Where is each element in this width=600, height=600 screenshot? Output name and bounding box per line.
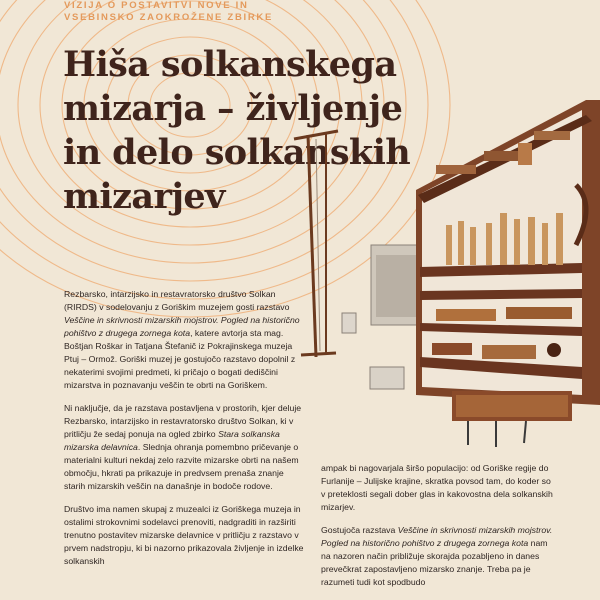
paragraph [321,524,557,589]
kicker-line-1: VIZIJA O POSTAVITVI NOVE IN [64,0,249,11]
wall-rack-image [416,100,600,405]
tool-rack-illustration [286,95,600,467]
text-run: Ni naključje, da je razstava postavljena v prostorih, kjer deluje Rezbarsko, intarzijsko in restavratorsko društvo Solkan, ki v pritličju že sedaj ponuja na ogled zbirko [64,403,302,439]
exhibition-title-emphasis: Veščine in skrivnosti mizarskih mojstrov. Pogled na historično pohištvo z drugega zornega kota [64,315,300,338]
text-run: Gostujoča razstava [321,525,398,535]
section-kicker [64,0,273,24]
lower-rack-image [452,391,572,447]
paragraph: Društvo ima namen skupaj z muzealci iz Goriškega muzeja in ostalimi strokovnimi sodelavci prenoviti, nadgraditi in razširiti trenutno postavitev mizarske delavnice v pritličju z razstavo v prvem nadstropju, ki bi nazorno prikazovala življenje in izdelke solkanskih [64,504,304,566]
kicker-line-2: VSEBINSKO ZAOKROŽENE ZBIRKE [64,12,273,23]
text-run: , katere avtorja sta mag. Boštjan Roškar in Tatjana Štefanič iz Pokrajinskega muzeja Ptuj – Ormož. Goriški muzej je gostujočo razstavo dopolnil z nekaterimi svojimi predmeti, ki pričajo o bogati dediščini mizarstva in poznavanju veščin te obrti na Goriškem. [64,328,296,390]
paragraph: ampak bi nagovarjala širšo populacijo: od Goriške regije do Furlanije – Julijske krajine, skratka povsod tam, do koder so v preteklosti segali dober glas in kakovostna dela solkanskih mizarjev. [321,463,553,512]
article-title: Hiša solkanskega mizarja – življenje in delo solkanskih mizarjev [63,44,411,217]
paragraph [64,402,304,493]
exhibition-title-emphasis: Veščine in skrivnosti mizarskih mojstrov. Pogled na historično pohištvo z drugega zornega kota [321,525,553,548]
text-run: . Slednja ohranja pomembno pričevanje o materialni kulturi nekdaj zelo razvite mizarske obrti na našem območju, hkrati pa prikazuje in predvsem prenaša znanje starih mizarskih veščin na današnje in bodoče rodove. [64,442,299,491]
body-column-2 [321,462,557,599]
collection-title-emphasis: Stara solkanska mizarska delavnica [64,429,280,452]
text-run: Rezbarsko, intarzijsko in restavratorsko društvo Solkan (RIRDS) v sodelovanju z Goriškim muzejem gosti razstavo [64,289,290,312]
paragraph [64,288,304,392]
body-column-1 [64,288,304,578]
text-run: nam na nazoren način približuje skorajda pozabljeno in danes prevečkrat zapostavljeno mizarsko znanje. Treba pa je razumeti tudi kot spodbudo [321,538,548,587]
